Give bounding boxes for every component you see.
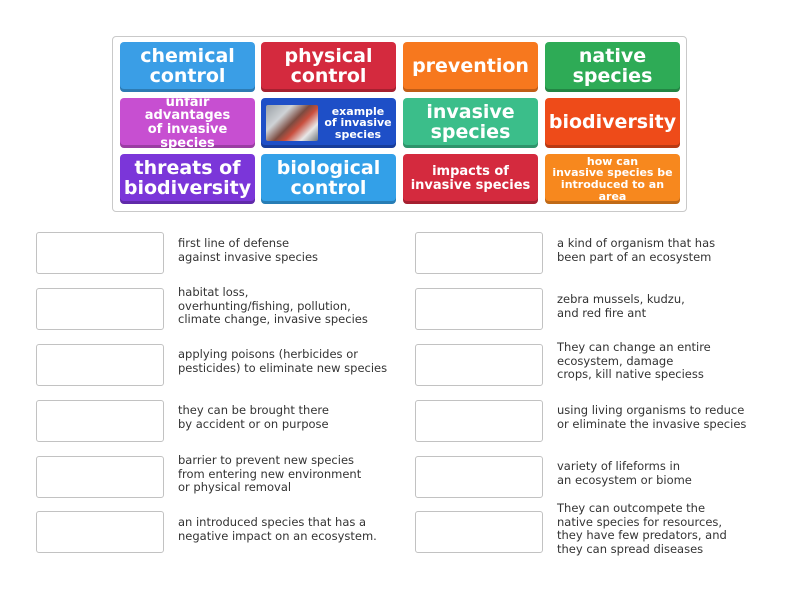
drop-zone[interactable] — [415, 288, 543, 330]
drop-zone[interactable] — [415, 344, 543, 386]
drop-zone[interactable] — [36, 456, 164, 498]
definition-text: variety of lifeforms in an ecosystem or biome — [557, 459, 692, 487]
tile-label: how can invasive species be introduced to an area — [552, 154, 673, 203]
tile-impacts-of-invasive-species[interactable] — [403, 154, 538, 204]
drop-zone[interactable] — [415, 511, 543, 553]
tile-label: biodiversity — [548, 111, 677, 134]
tile-prevention[interactable] — [403, 42, 538, 92]
tile-example-of-invasive-species[interactable] — [261, 98, 396, 148]
definition-text: an introduced species that has a negative impact on an ecosystem. — [178, 515, 377, 543]
tile-label: chemical control — [140, 45, 235, 87]
drop-zone[interactable] — [36, 511, 164, 553]
tile-native-species[interactable] — [545, 42, 680, 92]
tile-biological-control[interactable] — [261, 154, 396, 204]
drop-zone[interactable] — [415, 400, 543, 442]
tile-label: prevention — [412, 55, 529, 78]
tile-label: unfair advantages of invasive species — [144, 94, 231, 151]
invasive-species-photo-icon — [266, 105, 318, 141]
definition-text: They can change an entire ecosystem, damage crops, kill native speciess — [557, 340, 711, 381]
tile-chemical-control[interactable] — [120, 42, 255, 92]
drop-zone[interactable] — [36, 400, 164, 442]
drop-zone[interactable] — [36, 232, 164, 274]
tile-label: example of invasive species — [324, 104, 392, 141]
tile-invasive-species[interactable] — [403, 98, 538, 148]
tile-label: physical control — [284, 45, 373, 87]
definition-text: barrier to prevent new species from entering new environment or physical removal — [178, 453, 362, 494]
tile-label: impacts of invasive species — [410, 164, 531, 193]
tile-threats-of-biodiversity[interactable] — [120, 154, 255, 204]
definition-text: zebra mussels, kudzu, and red fire ant — [557, 292, 685, 320]
definition-text: applying poisons (herbicides or pesticides) to eliminate new species — [178, 347, 388, 375]
drop-zone[interactable] — [36, 288, 164, 330]
definition-text: They can outcompete the native species for resources, they have few predators, and they can spread diseases — [557, 501, 727, 556]
drop-zone[interactable] — [415, 232, 543, 274]
definition-text: they can be brought there by accident or on purpose — [178, 403, 329, 431]
definition-text: a kind of organism that has been part of an ecosystem — [557, 236, 716, 264]
tile-label: threats of biodiversity — [123, 157, 252, 199]
tile-how-can-invasive-species-be-introduced[interactable] — [545, 154, 680, 204]
tile-label: native species — [572, 45, 653, 87]
drop-zone[interactable] — [415, 456, 543, 498]
drop-zone[interactable] — [36, 344, 164, 386]
tile-physical-control[interactable] — [261, 42, 396, 92]
definition-text: habitat loss, overhunting/fishing, pollution, climate change, invasive species — [178, 285, 368, 326]
definition-text: first line of defense against invasive species — [178, 236, 319, 264]
tile-unfair-advantages[interactable] — [120, 94, 255, 151]
definition-text: using living organisms to reduce or eliminate the invasive species — [557, 403, 747, 431]
tile-label: invasive species — [426, 101, 515, 143]
tile-label: biological control — [276, 157, 381, 199]
tile-biodiversity[interactable] — [545, 98, 680, 148]
answer-bank — [112, 36, 687, 212]
